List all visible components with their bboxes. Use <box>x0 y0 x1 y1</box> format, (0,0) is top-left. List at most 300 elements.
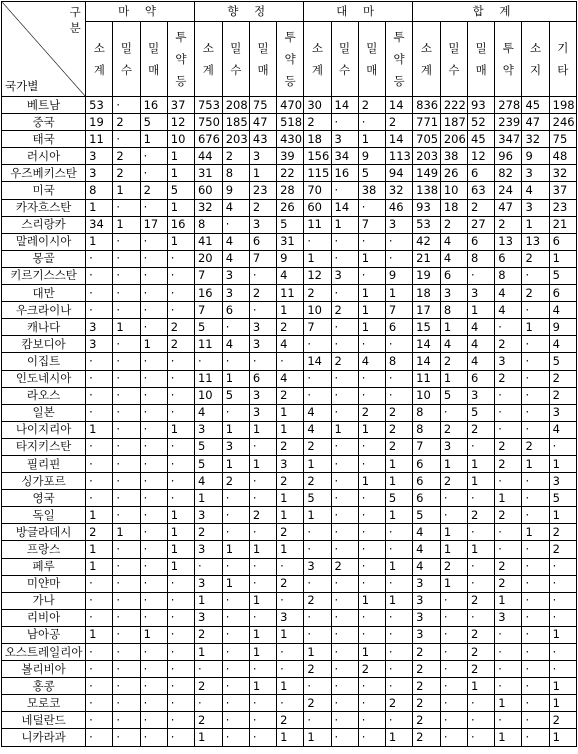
value-cell: · <box>522 473 549 490</box>
country-cell: 방글라데시 <box>2 524 86 541</box>
value-cell: · <box>140 285 167 302</box>
value-cell: 2 <box>113 148 140 165</box>
value-cell: · <box>86 678 113 695</box>
value-cell: · <box>86 575 113 592</box>
value-cell: 753 <box>194 97 222 114</box>
value-cell: 1 <box>468 541 495 558</box>
value-cell: 4 <box>495 302 522 319</box>
table-row <box>2 438 577 455</box>
value-cell: · <box>522 626 549 643</box>
value-cell: · <box>331 712 358 729</box>
value-cell: 1 <box>167 524 194 541</box>
value-cell: · <box>385 609 412 626</box>
value-cell: 2 <box>440 473 467 490</box>
group-header-narcotics: 마 약 <box>86 2 195 22</box>
value-cell: 14 <box>413 336 441 353</box>
value-cell: 1 <box>249 592 276 609</box>
value-cell: · <box>86 285 113 302</box>
value-cell: 2 <box>194 626 222 643</box>
value-cell: 7 <box>194 267 222 284</box>
value-cell: 19 <box>86 114 113 131</box>
country-cell: 니카라과 <box>2 729 86 746</box>
subheader-cell: 투약등 <box>277 22 304 97</box>
value-cell: 3 <box>385 216 412 233</box>
value-cell: 2 <box>468 644 495 661</box>
value-cell: 4 <box>222 233 249 250</box>
value-cell: 1 <box>167 165 194 182</box>
value-cell: · <box>140 387 167 404</box>
value-cell: 2 <box>468 199 495 216</box>
value-cell: 10 <box>167 131 194 148</box>
value-cell: 1 <box>140 131 167 148</box>
value-cell: · <box>277 644 304 661</box>
value-cell: · <box>86 712 113 729</box>
country-cell: 볼리비아 <box>2 661 86 678</box>
value-cell: · <box>522 609 549 626</box>
value-cell: 9 <box>358 148 385 165</box>
value-cell: 676 <box>194 131 222 148</box>
value-cell: 1 <box>358 250 385 267</box>
value-cell: · <box>113 387 140 404</box>
value-cell: · <box>522 302 549 319</box>
value-cell: 5 <box>194 438 222 455</box>
value-cell: 3 <box>194 575 222 592</box>
value-cell: 2 <box>495 575 522 592</box>
value-cell: · <box>331 455 358 472</box>
table-body <box>2 97 577 747</box>
value-cell: 156 <box>304 148 331 165</box>
table-row <box>2 490 577 507</box>
table-row <box>2 473 577 490</box>
country-cell: 캐나다 <box>2 319 86 336</box>
value-cell: 1 <box>277 729 304 746</box>
table-row <box>2 302 577 319</box>
country-cell: 말레이시아 <box>2 233 86 250</box>
value-cell: · <box>222 524 249 541</box>
value-cell: 1 <box>549 455 576 472</box>
value-cell: 10 <box>413 387 441 404</box>
value-cell: 2 <box>440 353 467 370</box>
value-cell: · <box>549 609 576 626</box>
value-cell: · <box>440 678 467 695</box>
value-cell: · <box>140 592 167 609</box>
value-cell: · <box>495 319 522 336</box>
value-cell: · <box>304 233 331 250</box>
value-cell: · <box>331 250 358 267</box>
table-row <box>2 421 577 438</box>
value-cell: 6 <box>222 302 249 319</box>
value-cell: · <box>358 438 385 455</box>
value-cell: 9 <box>277 250 304 267</box>
value-cell: 2 <box>440 558 467 575</box>
value-cell: · <box>86 592 113 609</box>
value-cell: 2 <box>413 712 441 729</box>
value-cell: 1 <box>304 455 331 472</box>
value-cell: 21 <box>549 216 576 233</box>
country-cell: 미얀마 <box>2 575 86 592</box>
value-cell: 2 <box>140 182 167 199</box>
value-cell: 3 <box>331 267 358 284</box>
value-cell: · <box>358 114 385 131</box>
value-cell: 430 <box>277 131 304 148</box>
value-cell: 5 <box>304 490 331 507</box>
value-cell: · <box>331 575 358 592</box>
value-cell: · <box>222 644 249 661</box>
value-cell: 1 <box>468 678 495 695</box>
value-cell: 94 <box>385 165 412 182</box>
value-cell: 1 <box>277 404 304 421</box>
value-cell: · <box>277 592 304 609</box>
value-cell: 1 <box>522 319 549 336</box>
value-cell: · <box>468 712 495 729</box>
value-cell: 5 <box>277 216 304 233</box>
value-cell: 1 <box>385 455 412 472</box>
value-cell: 2 <box>385 114 412 131</box>
value-cell: 3 <box>413 626 441 643</box>
value-cell: · <box>331 387 358 404</box>
value-cell: 5 <box>549 490 576 507</box>
value-cell: 2 <box>194 524 222 541</box>
table-row <box>2 250 577 267</box>
value-cell: · <box>167 353 194 370</box>
value-cell: 9 <box>549 319 576 336</box>
value-cell: · <box>358 336 385 353</box>
value-cell: · <box>468 438 495 455</box>
value-cell: · <box>249 473 276 490</box>
value-cell: · <box>86 455 113 472</box>
value-cell: 5 <box>549 267 576 284</box>
value-cell: · <box>385 250 412 267</box>
value-cell: 1 <box>277 507 304 524</box>
value-cell: 14 <box>385 131 412 148</box>
value-cell: 1 <box>194 490 222 507</box>
value-cell: 2 <box>304 114 331 131</box>
value-cell: · <box>331 592 358 609</box>
value-cell: 5 <box>468 404 495 421</box>
value-cell: · <box>86 661 113 678</box>
value-cell: 11 <box>194 370 222 387</box>
value-cell: 750 <box>194 114 222 131</box>
table-row <box>2 165 577 182</box>
value-cell: 4 <box>277 336 304 353</box>
value-cell: · <box>113 541 140 558</box>
value-cell: · <box>440 644 467 661</box>
value-cell: 1 <box>222 421 249 438</box>
value-cell: 1 <box>167 507 194 524</box>
value-cell: 1 <box>167 233 194 250</box>
value-cell: 6 <box>440 267 467 284</box>
value-cell: · <box>331 626 358 643</box>
value-cell: 1 <box>440 524 467 541</box>
value-cell: 1 <box>194 729 222 746</box>
value-cell: · <box>86 609 113 626</box>
value-cell: 1 <box>140 626 167 643</box>
value-cell: 4 <box>549 421 576 438</box>
value-cell: 7 <box>249 250 276 267</box>
drug-crime-by-nationality-table <box>1 1 577 747</box>
value-cell: · <box>522 661 549 678</box>
table-row <box>2 678 577 695</box>
value-cell: 3 <box>304 558 331 575</box>
value-cell: 16 <box>140 97 167 114</box>
value-cell: 5 <box>194 319 222 336</box>
value-cell: 39 <box>277 148 304 165</box>
value-cell: 1 <box>86 233 113 250</box>
value-cell: 2 <box>385 438 412 455</box>
value-cell: · <box>113 609 140 626</box>
value-cell: 8 <box>86 182 113 199</box>
value-cell: 7 <box>413 438 441 455</box>
value-cell: · <box>468 524 495 541</box>
value-cell: · <box>522 575 549 592</box>
value-cell: · <box>140 541 167 558</box>
value-cell: 12 <box>304 267 331 284</box>
value-cell: 11 <box>277 285 304 302</box>
value-cell: 16 <box>194 285 222 302</box>
value-cell: · <box>167 609 194 626</box>
value-cell: · <box>167 370 194 387</box>
value-cell: 1 <box>249 541 276 558</box>
value-cell: 1 <box>222 455 249 472</box>
value-cell: · <box>113 199 140 216</box>
value-cell: · <box>495 541 522 558</box>
value-cell: 1 <box>277 541 304 558</box>
value-cell: · <box>385 233 412 250</box>
value-cell: 6 <box>385 319 412 336</box>
value-cell: 8 <box>385 353 412 370</box>
value-cell: 203 <box>413 148 441 165</box>
subheader-cell: 투약등 <box>167 22 194 97</box>
value-cell: 2 <box>249 285 276 302</box>
value-cell: 185 <box>222 114 249 131</box>
value-cell: 3 <box>277 609 304 626</box>
value-cell: · <box>358 712 385 729</box>
value-cell: 3 <box>222 438 249 455</box>
value-cell: 26 <box>440 165 467 182</box>
subheader-cell: 밀매 <box>358 22 385 97</box>
value-cell: · <box>249 267 276 284</box>
value-cell: · <box>113 370 140 387</box>
value-cell: · <box>113 592 140 609</box>
value-cell: · <box>495 387 522 404</box>
value-cell: 1 <box>167 199 194 216</box>
value-cell: · <box>222 678 249 695</box>
value-cell: · <box>468 558 495 575</box>
table-row <box>2 541 577 558</box>
value-cell: 2 <box>495 455 522 472</box>
value-cell: 4 <box>413 541 441 558</box>
country-cell: 일본 <box>2 404 86 421</box>
value-cell: · <box>140 490 167 507</box>
value-cell: 14 <box>331 199 358 216</box>
table-row <box>2 712 577 729</box>
value-cell: 19 <box>413 267 441 284</box>
value-cell: · <box>331 319 358 336</box>
value-cell: 2 <box>549 712 576 729</box>
value-cell: 3 <box>86 165 113 182</box>
value-cell: 3 <box>86 319 113 336</box>
table-row <box>2 609 577 626</box>
value-cell: 31 <box>277 233 304 250</box>
value-cell: 11 <box>413 370 441 387</box>
value-cell: 23 <box>549 199 576 216</box>
value-cell: 2 <box>304 285 331 302</box>
table-row <box>2 216 577 233</box>
value-cell: · <box>167 644 194 661</box>
value-cell: · <box>385 644 412 661</box>
value-cell: 8 <box>468 250 495 267</box>
value-cell: 5 <box>167 182 194 199</box>
value-cell: · <box>468 729 495 746</box>
value-cell: · <box>468 490 495 507</box>
value-cell: · <box>113 712 140 729</box>
value-cell: · <box>549 438 576 455</box>
value-cell: 1 <box>549 507 576 524</box>
value-cell: 4 <box>277 370 304 387</box>
value-cell: 9 <box>385 267 412 284</box>
value-cell: · <box>222 609 249 626</box>
value-cell: · <box>167 250 194 267</box>
value-cell: 4 <box>194 473 222 490</box>
value-cell: 3 <box>194 421 222 438</box>
country-cell: 남아공 <box>2 626 86 643</box>
value-cell: 8 <box>495 267 522 284</box>
value-cell: 2 <box>468 592 495 609</box>
value-cell: 27 <box>468 216 495 233</box>
value-cell: 18 <box>413 285 441 302</box>
value-cell: 1 <box>304 250 331 267</box>
value-cell: · <box>140 302 167 319</box>
value-cell: 10 <box>304 302 331 319</box>
value-cell: 2 <box>304 661 331 678</box>
subheader-cell: 밀수 <box>113 22 140 97</box>
value-cell: · <box>277 695 304 712</box>
value-cell: · <box>440 695 467 712</box>
value-cell: · <box>358 575 385 592</box>
value-cell: 206 <box>440 131 467 148</box>
value-cell: · <box>249 302 276 319</box>
value-cell: 20 <box>194 250 222 267</box>
value-cell: 2 <box>277 438 304 455</box>
value-cell: · <box>113 507 140 524</box>
value-cell: · <box>113 285 140 302</box>
value-cell: · <box>358 507 385 524</box>
value-cell: 1 <box>549 695 576 712</box>
value-cell: · <box>140 609 167 626</box>
corner-header <box>2 2 86 97</box>
value-cell: · <box>86 404 113 421</box>
value-cell: 187 <box>440 114 467 131</box>
value-cell: 1 <box>468 302 495 319</box>
value-cell: · <box>277 353 304 370</box>
value-cell: · <box>140 507 167 524</box>
value-cell: · <box>113 626 140 643</box>
value-cell: · <box>549 558 576 575</box>
value-cell: · <box>495 473 522 490</box>
value-cell: · <box>222 626 249 643</box>
value-cell: 14 <box>304 353 331 370</box>
value-cell: · <box>167 729 194 746</box>
value-cell: · <box>331 507 358 524</box>
value-cell: · <box>140 558 167 575</box>
value-cell: · <box>113 131 140 148</box>
value-cell: 3 <box>549 473 576 490</box>
value-cell: · <box>358 524 385 541</box>
value-cell: · <box>304 370 331 387</box>
value-cell: 46 <box>385 199 412 216</box>
value-cell: 2 <box>440 216 467 233</box>
value-cell: · <box>495 404 522 421</box>
value-cell: 2 <box>549 370 576 387</box>
value-cell: · <box>331 182 358 199</box>
value-cell: · <box>167 490 194 507</box>
value-cell: 96 <box>495 148 522 165</box>
country-cell: 가나 <box>2 592 86 609</box>
value-cell: · <box>331 233 358 250</box>
value-cell: · <box>140 353 167 370</box>
value-cell: 60 <box>304 199 331 216</box>
value-cell: · <box>522 404 549 421</box>
subheader-cell: 밀수 <box>331 22 358 97</box>
value-cell: · <box>522 644 549 661</box>
country-cell: 리비아 <box>2 609 86 626</box>
value-cell: 53 <box>413 216 441 233</box>
value-cell: · <box>86 302 113 319</box>
value-cell: 3 <box>413 592 441 609</box>
value-cell: 3 <box>440 438 467 455</box>
value-cell: · <box>113 729 140 746</box>
value-cell: 1 <box>468 455 495 472</box>
value-cell: · <box>167 695 194 712</box>
value-cell: 6 <box>249 370 276 387</box>
value-cell: · <box>222 490 249 507</box>
value-cell: 1 <box>249 165 276 182</box>
value-cell: · <box>385 626 412 643</box>
value-cell: 3 <box>277 455 304 472</box>
value-cell: · <box>140 199 167 216</box>
value-cell: 1 <box>167 148 194 165</box>
value-cell: · <box>331 336 358 353</box>
value-cell: · <box>331 404 358 421</box>
value-cell: 47 <box>249 114 276 131</box>
value-cell: · <box>358 233 385 250</box>
value-cell: 12 <box>167 114 194 131</box>
value-cell: 2 <box>385 421 412 438</box>
value-cell: 6 <box>549 233 576 250</box>
value-cell: 4 <box>440 250 467 267</box>
value-cell: · <box>304 609 331 626</box>
value-cell: 7 <box>385 302 412 319</box>
value-cell: 2 <box>304 473 331 490</box>
value-cell: · <box>468 609 495 626</box>
value-cell: 2 <box>194 678 222 695</box>
value-cell: 1 <box>522 524 549 541</box>
value-cell: · <box>167 302 194 319</box>
value-cell: 2 <box>440 421 467 438</box>
table-row <box>2 285 577 302</box>
value-cell: 3 <box>440 285 467 302</box>
value-cell: 47 <box>495 199 522 216</box>
value-cell: 31 <box>194 165 222 182</box>
value-cell: 14 <box>385 97 412 114</box>
value-cell: 2 <box>468 661 495 678</box>
value-cell: · <box>140 370 167 387</box>
value-cell: · <box>522 541 549 558</box>
group-header-psychotropics: 향 정 <box>194 2 303 22</box>
value-cell: 82 <box>495 165 522 182</box>
value-cell: · <box>113 336 140 353</box>
country-cell: 나이지리아 <box>2 421 86 438</box>
